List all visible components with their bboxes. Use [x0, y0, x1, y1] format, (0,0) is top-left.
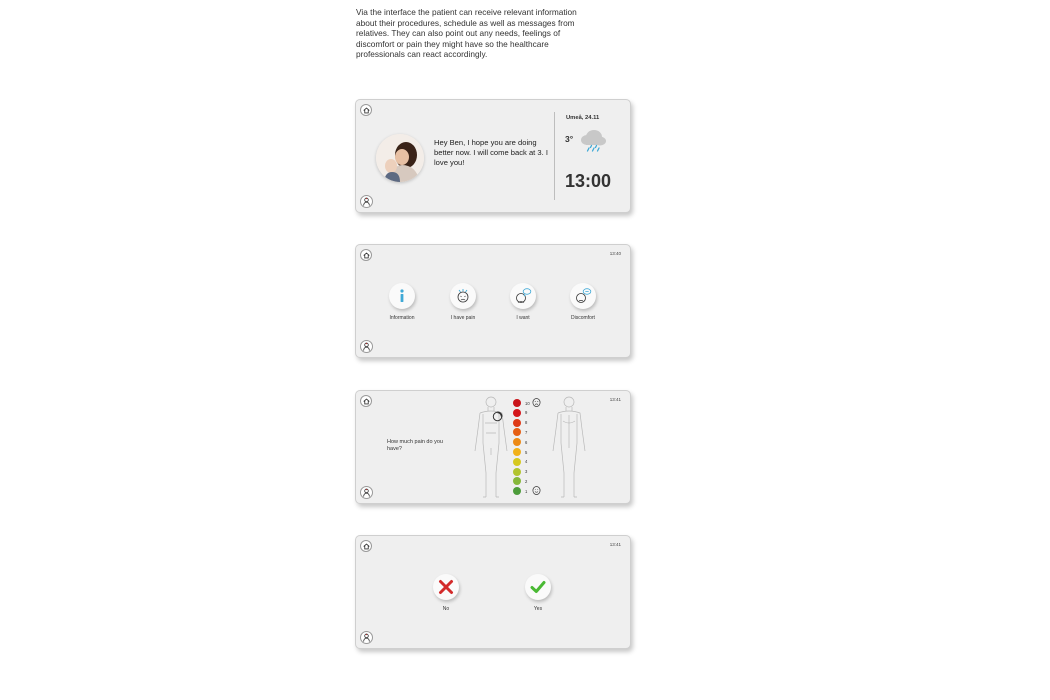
- info-icon: [393, 287, 411, 305]
- divider: [554, 112, 555, 200]
- pain-level-label: 3: [525, 469, 528, 475]
- cloud-rain-icon: [578, 126, 608, 154]
- current-time: 13:00: [565, 171, 612, 191]
- pain-level-label: 5: [525, 449, 528, 455]
- body-back-figure[interactable]: [549, 393, 589, 501]
- pain-face-icon: [454, 287, 472, 305]
- yes-label: Yes: [533, 606, 543, 612]
- thought-bubble-icon: [514, 287, 532, 305]
- yes-option[interactable]: [518, 574, 558, 612]
- nurse-call-icon: [362, 342, 371, 351]
- option-pain[interactable]: [433, 283, 493, 321]
- nurse-call-icon: [362, 488, 371, 497]
- discomfort-button[interactable]: [570, 283, 596, 309]
- nurse-call-icon: [362, 197, 371, 206]
- message-screen: [355, 99, 631, 213]
- pain-level-6[interactable]: [513, 438, 521, 446]
- call-nurse-button[interactable]: [360, 486, 373, 499]
- clock: 13:40: [609, 251, 621, 256]
- body-front-figure[interactable]: [471, 393, 511, 501]
- option-discomfort[interactable]: [553, 283, 613, 321]
- pain-level-8[interactable]: [513, 419, 521, 427]
- option-label: Discomfort: [571, 315, 595, 321]
- pain-level-7[interactable]: [513, 428, 521, 436]
- no-label: No: [442, 606, 450, 612]
- option-label: I want: [516, 315, 530, 321]
- pain-level-9[interactable]: [513, 409, 521, 417]
- yes-button[interactable]: [525, 574, 551, 600]
- want-button[interactable]: [510, 283, 536, 309]
- nurse-call-icon: [362, 633, 371, 642]
- information-button[interactable]: [389, 283, 415, 309]
- pain-level-3[interactable]: [513, 468, 521, 476]
- call-nurse-button[interactable]: [360, 340, 373, 353]
- pain-location-marker[interactable]: [492, 411, 503, 422]
- pain-scale-screen: [355, 390, 631, 504]
- home-button[interactable]: [360, 540, 372, 552]
- avatar: [376, 134, 424, 182]
- pain-level-10[interactable]: [513, 399, 521, 407]
- pain-level-label: 1: [525, 488, 528, 494]
- pain-level-5[interactable]: [513, 448, 521, 456]
- clock: 13:41: [609, 397, 621, 402]
- option-want[interactable]: [493, 283, 553, 321]
- clock: 13:41: [609, 542, 621, 547]
- checkmark-icon: [530, 579, 546, 595]
- home-icon: [363, 107, 370, 114]
- relative-message: Hey Ben, I hope you are doing better now. I will come back at 3. I love you!: [434, 138, 548, 167]
- pain-level-label: 4: [525, 459, 528, 465]
- no-button[interactable]: [433, 574, 459, 600]
- pain-level-label: 10: [525, 400, 530, 406]
- face-best-icon: [532, 486, 541, 495]
- intro-text: Via the interface the patient can receive relevant information about their procedures, schedule as well as messages from relatives. They can also point out any needs, feelings of discomfort or pain they might have so the healthcare professionals can react accordingly.: [356, 7, 577, 60]
- call-nurse-button[interactable]: [360, 195, 373, 208]
- pain-level-label: 2: [525, 478, 528, 484]
- pain-button[interactable]: [450, 283, 476, 309]
- pain-level-label: 7: [525, 429, 528, 435]
- option-information[interactable]: [372, 283, 432, 321]
- pain-level-label: 9: [525, 410, 528, 416]
- home-icon: [363, 398, 370, 405]
- home-button[interactable]: [360, 104, 372, 116]
- home-icon: [363, 252, 370, 259]
- option-label: Information: [389, 315, 415, 321]
- home-icon: [363, 543, 370, 550]
- yes-no-screen: [355, 535, 631, 649]
- face-worst-icon: [532, 398, 541, 407]
- cross-icon: [438, 579, 454, 595]
- home-button[interactable]: [360, 395, 372, 407]
- pain-level-label: 8: [525, 420, 528, 426]
- pain-level-4[interactable]: [513, 458, 521, 466]
- pain-question: How much pain do you have?: [387, 439, 443, 452]
- pain-level-label: 6: [525, 439, 528, 445]
- pain-level-1[interactable]: [513, 487, 521, 495]
- temperature: 3°: [565, 134, 574, 144]
- option-label: I have pain: [450, 315, 476, 321]
- menu-screen: [355, 244, 631, 358]
- no-option[interactable]: [426, 574, 466, 612]
- location-date: Umeå, 24.11: [566, 115, 600, 121]
- home-button[interactable]: [360, 249, 372, 261]
- call-nurse-button[interactable]: [360, 631, 373, 644]
- discomfort-icon: [574, 287, 592, 305]
- pain-level-2[interactable]: [513, 477, 521, 485]
